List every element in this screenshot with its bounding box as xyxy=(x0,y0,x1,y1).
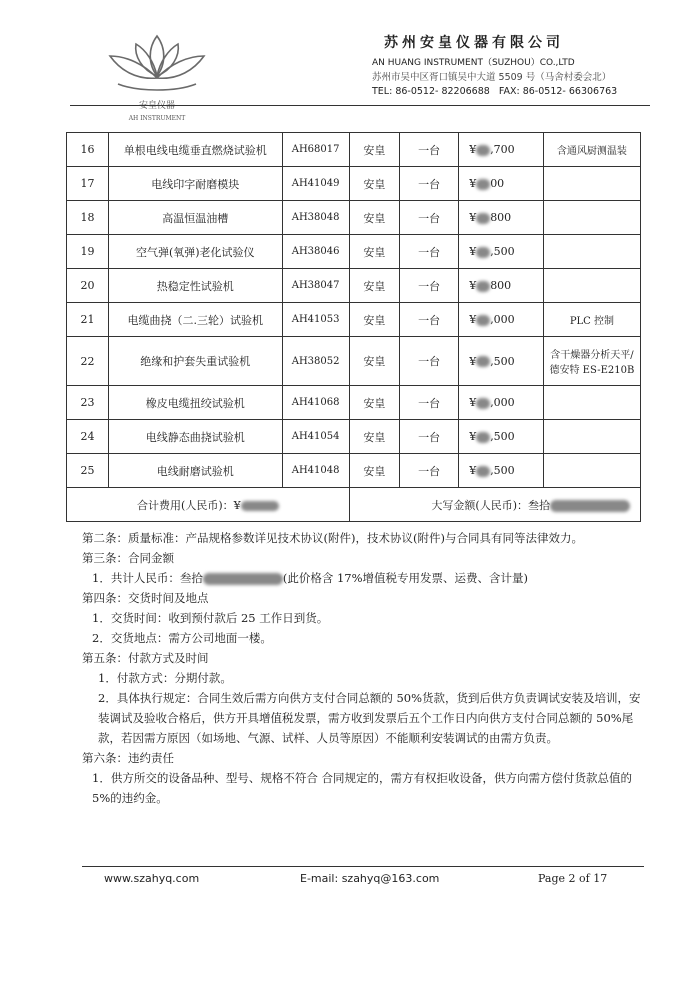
item-model: AH41068 xyxy=(282,386,349,420)
item-price: ¥ ,700 xyxy=(459,133,544,167)
company-name-cn: 苏州安皇仪器有限公司 xyxy=(384,35,564,51)
page-number: Page 2 of 17 xyxy=(538,872,608,885)
item-brand: 安皇 xyxy=(349,303,399,337)
item-name: 高温恒温油槽 xyxy=(108,201,282,235)
redacted-price xyxy=(476,145,490,156)
item-name: 电线印字耐磨模块 xyxy=(108,167,282,201)
item-brand: 安皇 xyxy=(349,133,399,167)
item-note: PLC 控制 xyxy=(543,303,640,337)
item-quantity: 一台 xyxy=(400,303,459,337)
item-quantity: 一台 xyxy=(400,133,459,167)
article-4-item-1: 1．交货时间：收到预付款后 25 工作日到货。 xyxy=(92,611,329,625)
item-note: 含通风厨测温装 xyxy=(543,133,640,167)
header-divider xyxy=(70,105,650,106)
table-row xyxy=(67,133,641,167)
company-name-en: AN HUANG INSTRUMENT（SUZHOU）CO.,LTD xyxy=(372,58,575,68)
article-3-title: 第三条：合同金额 xyxy=(82,551,174,565)
table-row xyxy=(67,167,641,201)
item-number: 19 xyxy=(67,235,109,269)
item-name: 空气弹(氧弹)老化试验仪 xyxy=(108,235,282,269)
item-number: 20 xyxy=(67,269,109,303)
article-5-item-2: 2．具体执行规定：合同生效后需方向供方支付合同总额的 50%货款，货到后供方负责调试安装及培训，安装调试及验收合格后，供方开具增值税发票，需方收到发票后五个工作日内向供方支付合同总额的 50%尾款，若因需方原因（如场地、气源、试样、人员等原因）不能顺利安装调试的由需方负责。 xyxy=(98,691,641,745)
item-price: ¥ ,500 xyxy=(459,235,544,269)
article-3-item-1: 1．共计人民币：叁拾 (此价格含 17%增值税专用发票、运费、含计量) xyxy=(92,571,529,585)
item-price: ¥ 800 xyxy=(459,201,544,235)
item-price: ¥ ,500 xyxy=(459,337,544,386)
equipment-table xyxy=(66,132,641,522)
item-name: 单根电线电缆垂直燃烧试验机 xyxy=(108,133,282,167)
article-4-item-2: 2．交货地点：需方公司地面一楼。 xyxy=(92,631,272,645)
table-row xyxy=(67,235,641,269)
footer-divider xyxy=(82,866,644,867)
item-model: AH38047 xyxy=(282,269,349,303)
item-price: ¥ ,500 xyxy=(459,454,544,488)
item-number: 24 xyxy=(67,420,109,454)
item-quantity: 一台 xyxy=(400,386,459,420)
item-quantity: 一台 xyxy=(400,167,459,201)
item-brand: 安皇 xyxy=(349,167,399,201)
item-note: 含干燥器分析天平/德安特 ES-E210B xyxy=(543,337,640,386)
item-quantity: 一台 xyxy=(400,337,459,386)
item-model: AH41054 xyxy=(282,420,349,454)
item-number: 16 xyxy=(67,133,109,167)
company-phone xyxy=(372,86,617,97)
item-model: AH38046 xyxy=(282,235,349,269)
item-name: 电线静态曲挠试验机 xyxy=(108,420,282,454)
item-number: 18 xyxy=(67,201,109,235)
table-row xyxy=(67,337,641,386)
item-model: AH41049 xyxy=(282,167,349,201)
item-number: 25 xyxy=(67,454,109,488)
item-model: AH41053 xyxy=(282,303,349,337)
item-price: ¥ 800 xyxy=(459,269,544,303)
redacted-price xyxy=(476,466,490,477)
item-quantity: 一台 xyxy=(400,201,459,235)
redacted-total xyxy=(241,501,279,511)
item-note xyxy=(543,386,640,420)
redacted-price xyxy=(476,398,490,409)
item-number: 21 xyxy=(67,303,109,337)
item-model: AH38048 xyxy=(282,201,349,235)
article-6-item-1: 1．供方所交的设备品种、型号、规格不符合 合同规定的，需方有权拒收设备，供方向需方偿付货款总值的 5%的违约金。 xyxy=(92,771,632,805)
item-note xyxy=(543,235,640,269)
article-5-item-1: 1．付款方式：分期付款。 xyxy=(98,671,232,685)
table-row xyxy=(67,201,641,235)
redacted-price xyxy=(476,247,490,258)
svg-text:AH INSTRUMENT: AH INSTRUMENT xyxy=(128,115,186,122)
item-note xyxy=(543,269,640,303)
item-price: ¥ 00 xyxy=(459,167,544,201)
table-row xyxy=(67,454,641,488)
lotus-logo-icon xyxy=(98,30,216,126)
contract-body xyxy=(82,528,642,808)
item-name: 热稳定性试验机 xyxy=(108,269,282,303)
company-info xyxy=(372,32,617,97)
item-quantity: 一台 xyxy=(400,235,459,269)
item-brand: 安皇 xyxy=(349,420,399,454)
table-row xyxy=(67,386,641,420)
email: E-mail: szahyq@163.com xyxy=(300,872,440,885)
item-price: ¥ ,000 xyxy=(459,303,544,337)
total-amount: 合计费用(人民币)：¥ xyxy=(67,488,350,522)
item-note xyxy=(543,420,640,454)
item-brand: 安皇 xyxy=(349,454,399,488)
item-quantity: 一台 xyxy=(400,420,459,454)
item-price: ¥ ,500 xyxy=(459,420,544,454)
redacted-price xyxy=(476,315,490,326)
redacted-price xyxy=(476,432,490,443)
redacted-amount xyxy=(203,573,283,585)
item-model: AH68017 xyxy=(282,133,349,167)
item-price: ¥ ,000 xyxy=(459,386,544,420)
redacted-price xyxy=(476,213,490,224)
fax-number: FAX: 86-0512- 66306763 xyxy=(498,86,618,97)
svg-text:安皇仪器: 安皇仪器 xyxy=(138,101,176,111)
tel-number: TEL: 86-0512- 82206688 xyxy=(372,86,490,97)
item-name: 电缆曲挠（二.三轮）试验机 xyxy=(108,303,282,337)
item-quantity: 一台 xyxy=(400,454,459,488)
item-name: 绝缘和护套失重试验机 xyxy=(108,337,282,386)
table-row xyxy=(67,303,641,337)
table-row xyxy=(67,269,641,303)
item-quantity: 一台 xyxy=(400,269,459,303)
item-number: 17 xyxy=(67,167,109,201)
item-name: 电线耐磨试验机 xyxy=(108,454,282,488)
item-note xyxy=(543,201,640,235)
article-6-title: 第六条：违约责任 xyxy=(82,751,174,765)
item-name: 橡皮电缆扭绞试验机 xyxy=(108,386,282,420)
total-upper: 大写金额(人民币)：叁拾 xyxy=(349,488,640,522)
total-row xyxy=(67,488,641,522)
item-model: AH38052 xyxy=(282,337,349,386)
redacted-upper xyxy=(550,500,630,512)
item-number: 22 xyxy=(67,337,109,386)
table-row xyxy=(67,420,641,454)
letterhead xyxy=(0,0,700,128)
article-4-title: 第四条：交货时间及地点 xyxy=(82,591,209,605)
item-model: AH41048 xyxy=(282,454,349,488)
company-address: 苏州市吴中区胥口镇吴中大道 5509 号（马舍村委会北） xyxy=(372,72,612,83)
redacted-price xyxy=(476,356,490,367)
item-brand: 安皇 xyxy=(349,386,399,420)
website: www.szahyq.com xyxy=(104,872,200,885)
article-2: 第二条：质量标准：产品规格参数详见技术协议(附件)，技术协议(附件)与合同具有同等法律效力。 xyxy=(82,531,583,545)
item-brand: 安皇 xyxy=(349,269,399,303)
redacted-price xyxy=(476,281,490,292)
item-brand: 安皇 xyxy=(349,337,399,386)
item-brand: 安皇 xyxy=(349,235,399,269)
item-number: 23 xyxy=(67,386,109,420)
item-note xyxy=(543,454,640,488)
item-note xyxy=(543,167,640,201)
item-brand: 安皇 xyxy=(349,201,399,235)
article-5-title: 第五条：付款方式及时间 xyxy=(82,651,209,665)
redacted-price xyxy=(476,179,490,190)
